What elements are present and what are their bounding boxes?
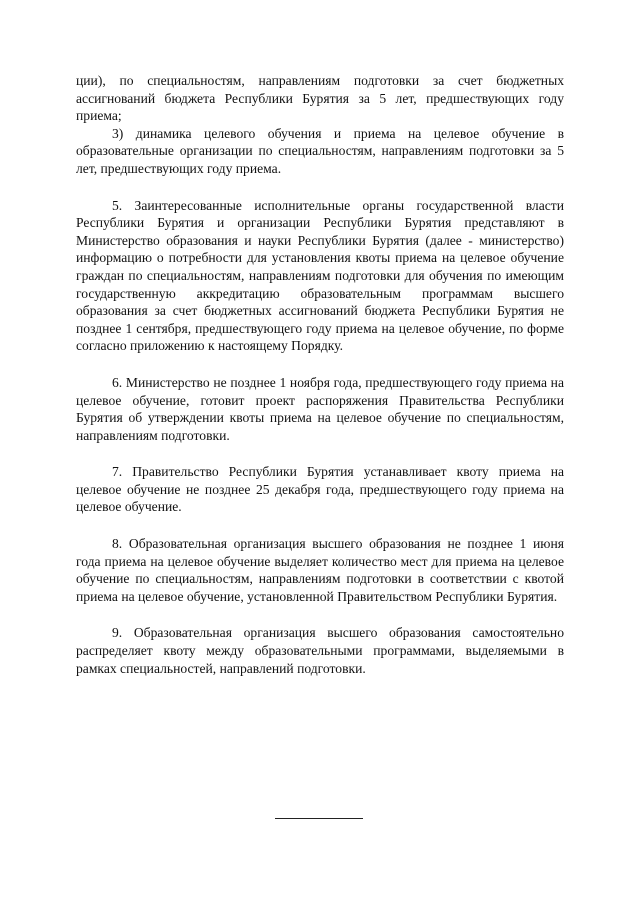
end-of-document-line: [275, 818, 363, 819]
paragraph-continuation: ции), по специальностям, направлениям подготовки за счет бюджетных ассигнований бюджета Республики Бурятия за 5 лет, предшествующих году приема;: [76, 73, 564, 124]
paragraph-6: 6. Министерство не позднее 1 ноября года, предшествующего году приема на целевое обучение, готовит проект распоряжения Правительства Республики Бурятия об утверждении квоты приема на целевое обучение по специальностям, направлениям подготовки.: [76, 374, 564, 443]
paragraph-item-3: 3) динамика целевого обучения и приема на целевое обучение в образовательные организации по специальностям, направлениям подготовки за 5 лет, предшествующих году приема.: [76, 125, 564, 176]
paragraph-8: 8. Образовательная организация высшего образования не позднее 1 июня года приема на целевое обучение выделяет количество мест для приема на целевое обучение по специальностям, направлениям подготовки в соответствии с квотой приема на целевое обучение, установленной Правительством Республики Бурятия.: [76, 536, 564, 604]
paragraph-7: 7. Правительство Республики Бурятия устанавливает квоту приема на целевое обучение не позднее 25 декабря года, предшествующего году приема на целевое обучение.: [76, 464, 564, 515]
document-body: [76, 72, 564, 677]
paragraph-9: 9. Образовательная организация высшего образования самостоятельно распределяет квоту между образовательными программами, выделяемыми в рамках специальностей, направлений подготовки.: [76, 625, 564, 676]
paragraph-5: 5. Заинтересованные исполнительные органы государственной власти Республики Бурятия и организации Республики Бурятия представляют в Министерство образования и науки Республики Бурятия (далее - министерство) информацию о потребности для установления квоты приема на целевое обучение граждан по специальностям, направлениям подготовки для обучения по имеющим государственную аккредитацию образовательным программам высшего образования за счет бюджетных ассигнований бюджета Республики Бурятия не позднее 1 сентября, предшествующего году приема на целевое обучение, по форме согласно приложению к настоящему Порядку.: [76, 197, 564, 354]
